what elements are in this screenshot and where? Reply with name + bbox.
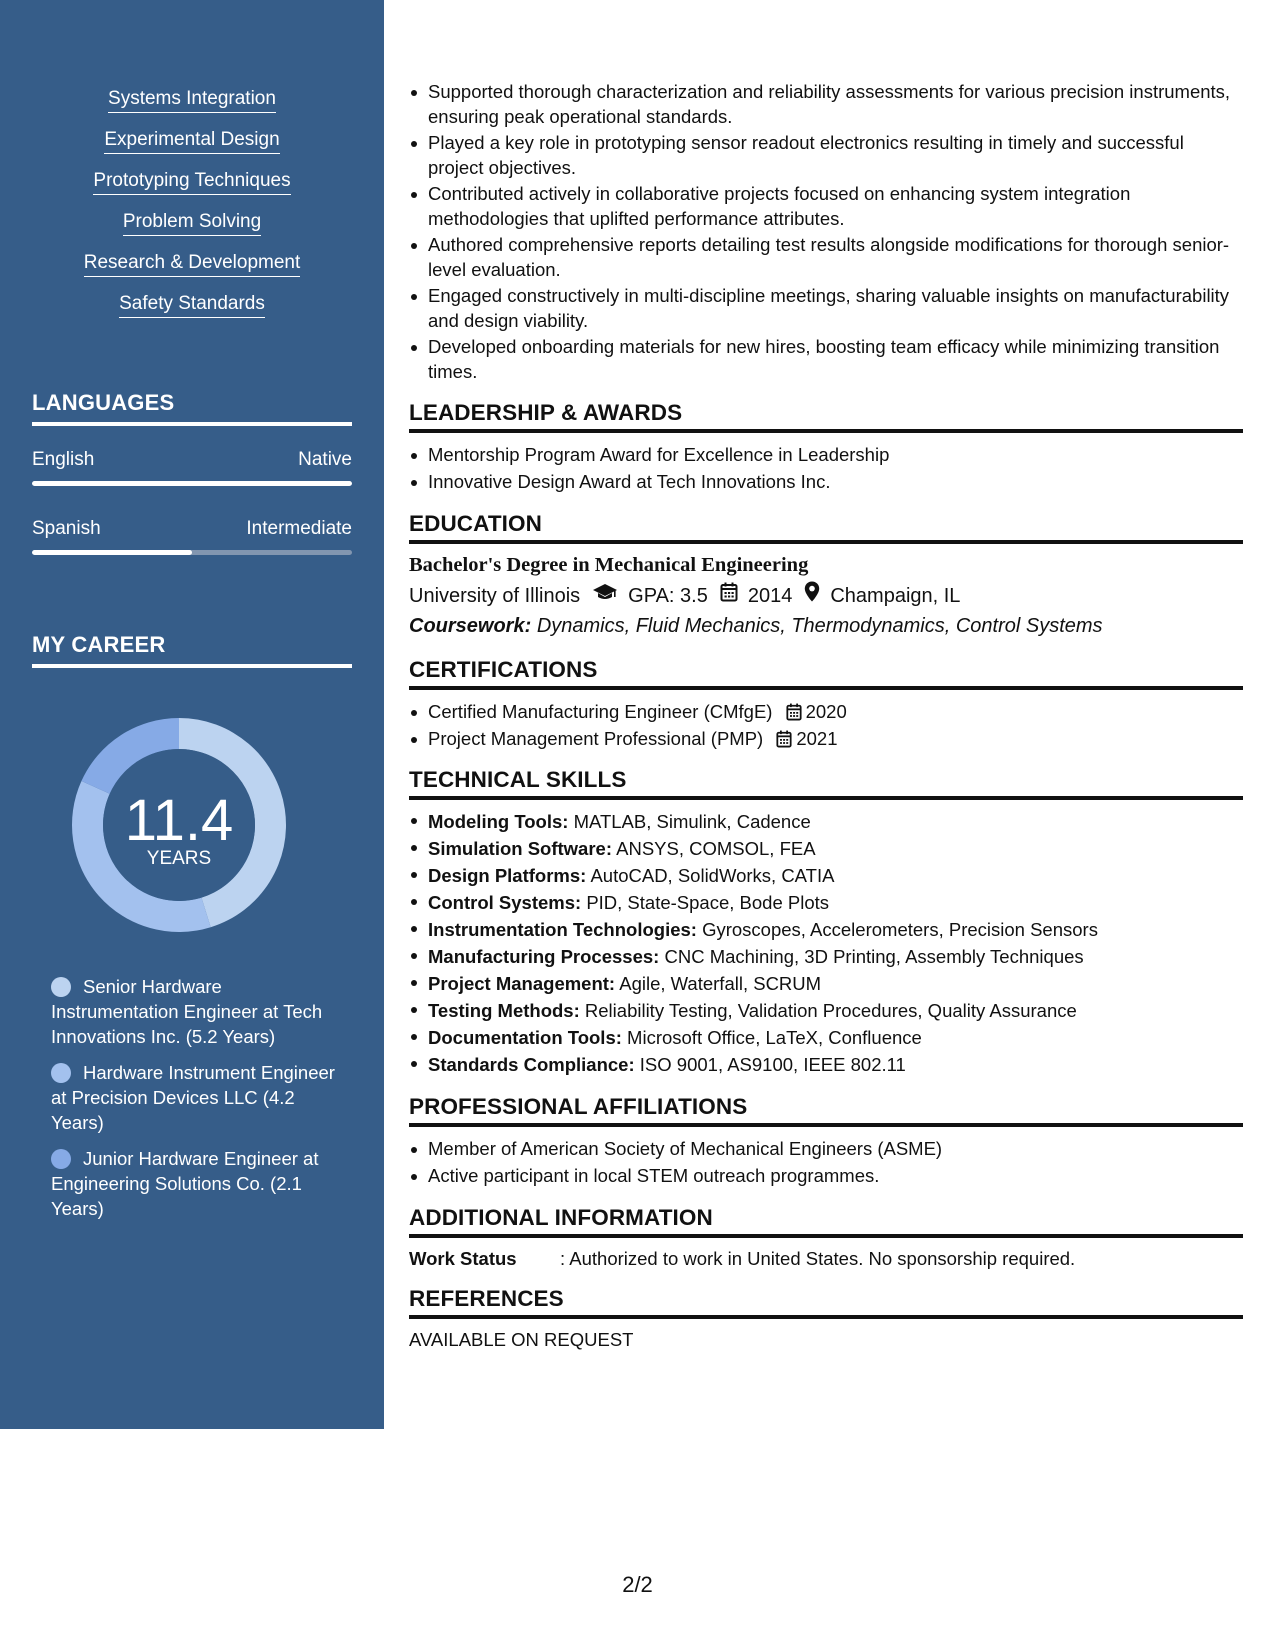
language-proficiency-fill (32, 550, 192, 555)
skill-values: AutoCAD, SolidWorks, CATIA (590, 865, 835, 886)
career-total-unit: YEARS (146, 848, 212, 869)
career-donut-chart (66, 712, 292, 938)
section-heading: TECHNICAL SKILLS (409, 767, 1243, 800)
career-legend-item (51, 974, 341, 1049)
list-item: Played a key role in prototyping sensor readout electronics resulting in timely and successful project objectives. (409, 131, 1243, 180)
career-legend-text: Hardware Instrument Engineer at Precision Devices LLC (4.2 Years) (51, 1062, 335, 1133)
work-status-value: : Authorized to work in United States. No sponsorship required. (560, 1247, 1076, 1269)
calendar-icon (776, 730, 792, 748)
skill-values: Agile, Waterfall, SCRUM (619, 973, 822, 994)
skill-values: Microsoft Office, LaTeX, Confluence (627, 1027, 922, 1048)
year-text: 2020 (805, 700, 847, 722)
language-row (32, 449, 352, 471)
list-item (409, 1051, 1243, 1078)
certification-name: Certified Manufacturing Engineer (CMfgE) (428, 700, 773, 722)
career-legend-item (51, 1146, 341, 1221)
skill-values: Gyroscopes, Accelerometers, Precision Sensors (702, 919, 1098, 940)
list-item (409, 727, 1243, 752)
list-item (409, 808, 1243, 835)
graduation-year: 2014 (747, 584, 793, 607)
skill-category: Manufacturing Processes: (428, 946, 660, 967)
legend-dot (51, 977, 71, 997)
career-legend-item (51, 1060, 341, 1135)
work-status-label: Work Status (409, 1247, 517, 1269)
gpa: GPA: 3.5 (628, 584, 708, 607)
section-heading: CERTIFICATIONS (409, 657, 1243, 690)
list-item: Supported thorough characterization and reliability assessments for various precision instruments, ensuring peak operational standards. (409, 80, 1243, 129)
certification-name: Project Management Professional (PMP) (428, 727, 764, 749)
education-details (409, 581, 1243, 611)
skill-values: Reliability Testing, Validation Procedures, Quality Assurance (584, 1000, 1077, 1021)
section-heading: PROFESSIONAL AFFILIATIONS (409, 1094, 1243, 1127)
location-pin-icon (804, 581, 820, 611)
coursework-label: Coursework: (409, 614, 532, 637)
languages-heading: LANGUAGES (32, 390, 352, 426)
list-item: Active participant in local STEM outreach programmes. (409, 1164, 1243, 1189)
list-item (409, 997, 1243, 1024)
list-item: Authored comprehensive reports detailing test results alongside modifications for thorough senior-level evaluation. (409, 233, 1243, 282)
language-level: Native (298, 449, 352, 470)
list-item: Developed onboarding materials for new hires, boosting team efficacy while minimizing transition times. (409, 335, 1243, 384)
references-section (409, 1286, 1243, 1351)
skill-values: ISO 9001, AS9100, IEEE 802.11 (639, 1054, 906, 1075)
experience-bullets (409, 80, 1243, 384)
section-heading: ADDITIONAL INFORMATION (409, 1205, 1243, 1238)
technical-skills-list (409, 808, 1243, 1078)
list-item (409, 1024, 1243, 1051)
section-heading: REFERENCES (409, 1286, 1243, 1319)
career-legend-text: Senior Hardware Instrumentation Engineer at Tech Innovations Inc. (5.2 Years) (51, 976, 323, 1047)
additional-info-section (409, 1205, 1243, 1270)
skill-link[interactable]: Research & Development (84, 250, 301, 277)
year-text: 2021 (796, 727, 838, 749)
sidebar (0, 0, 384, 1429)
certifications-section (409, 657, 1243, 752)
list-item (409, 835, 1243, 862)
skill-link[interactable]: Systems Integration (108, 86, 276, 113)
skill-category: Modeling Tools: (428, 811, 569, 832)
language-proficiency-bar (32, 481, 352, 486)
list-item: Member of American Society of Mechanical Engineers (ASME) (409, 1137, 1243, 1162)
career-legend (51, 974, 341, 1232)
skill-category: Simulation Software: (428, 838, 612, 859)
list-item (409, 970, 1243, 997)
work-status-row (409, 1248, 1243, 1270)
calendar-icon (786, 703, 802, 721)
skills-list (0, 86, 384, 332)
legend-dot (51, 1149, 71, 1169)
list-item: Engaged constructively in multi-discipline meetings, sharing valuable insights on manufacturability and design viability. (409, 284, 1243, 333)
career-heading: MY CAREER (32, 632, 352, 668)
education-section (409, 511, 1243, 641)
list-item (409, 916, 1243, 943)
technical-skills-section (409, 767, 1243, 1078)
affiliations-section (409, 1094, 1243, 1189)
skill-values: MATLAB, Simulink, Cadence (573, 811, 811, 832)
skill-category: Control Systems: (428, 892, 582, 913)
graduation-cap-icon (592, 581, 618, 611)
coursework-list: Dynamics, Fluid Mechanics, Thermodynamics, Control Systems (536, 614, 1103, 637)
language-proficiency-fill (32, 481, 352, 486)
degree-title: Bachelor's Degree in Mechanical Engineering (409, 553, 809, 576)
school-location: Champaign, IL (830, 584, 961, 607)
section-heading: EDUCATION (409, 511, 1243, 544)
language-row (32, 518, 352, 540)
language-name: English (32, 449, 95, 470)
school-name: University of Illinois (409, 584, 581, 607)
list-item (409, 943, 1243, 970)
list-item (409, 862, 1243, 889)
language-proficiency-bar (32, 550, 352, 555)
coursework (409, 611, 1243, 641)
skill-category: Documentation Tools: (428, 1027, 622, 1048)
references-text: AVAILABLE ON REQUEST (409, 1328, 634, 1350)
skill-category: Design Platforms: (428, 865, 587, 886)
calendar-icon (720, 581, 738, 611)
certifications-list (409, 700, 1243, 752)
main-content (409, 80, 1243, 1351)
skill-category: Standards Compliance: (428, 1054, 635, 1075)
career-legend-text: Junior Hardware Engineer at Engineering Solutions Co. (2.1 Years) (51, 1148, 319, 1219)
skill-link[interactable]: Experimental Design (104, 127, 279, 154)
career-total-value: 11.4 (124, 788, 234, 853)
list-item: Contributed actively in collaborative projects focused on enhancing system integration methodologies that uplifted performance attributes. (409, 182, 1243, 231)
skill-category: Testing Methods: (428, 1000, 580, 1021)
skill-category: Project Management: (428, 973, 616, 994)
list-item: Innovative Design Award at Tech Innovations Inc. (409, 470, 1243, 495)
skill-values: PID, State-Space, Bode Plots (586, 892, 829, 913)
language-name: Spanish (32, 518, 101, 539)
page-number: 2/2 (622, 1572, 653, 1597)
skill-link[interactable]: Prototyping Techniques (93, 168, 290, 195)
affiliations-list (409, 1137, 1243, 1189)
skill-category: Instrumentation Technologies: (428, 919, 697, 940)
section-heading: LEADERSHIP & AWARDS (409, 400, 1243, 433)
skill-link[interactable]: Safety Standards (119, 291, 265, 318)
legend-dot (51, 1063, 71, 1083)
list-item (409, 889, 1243, 916)
list-item (409, 700, 1243, 725)
list-item: Mentorship Program Award for Excellence in Leadership (409, 443, 1243, 468)
skill-link[interactable]: Problem Solving (123, 209, 261, 236)
leadership-section (409, 400, 1243, 495)
certification-year (776, 728, 837, 749)
leadership-list (409, 443, 1243, 495)
certification-year (786, 701, 847, 722)
skill-values: CNC Machining, 3D Printing, Assembly Techniques (664, 946, 1084, 967)
language-level: Intermediate (246, 518, 352, 539)
skill-values: ANSYS, COMSOL, FEA (616, 838, 816, 859)
